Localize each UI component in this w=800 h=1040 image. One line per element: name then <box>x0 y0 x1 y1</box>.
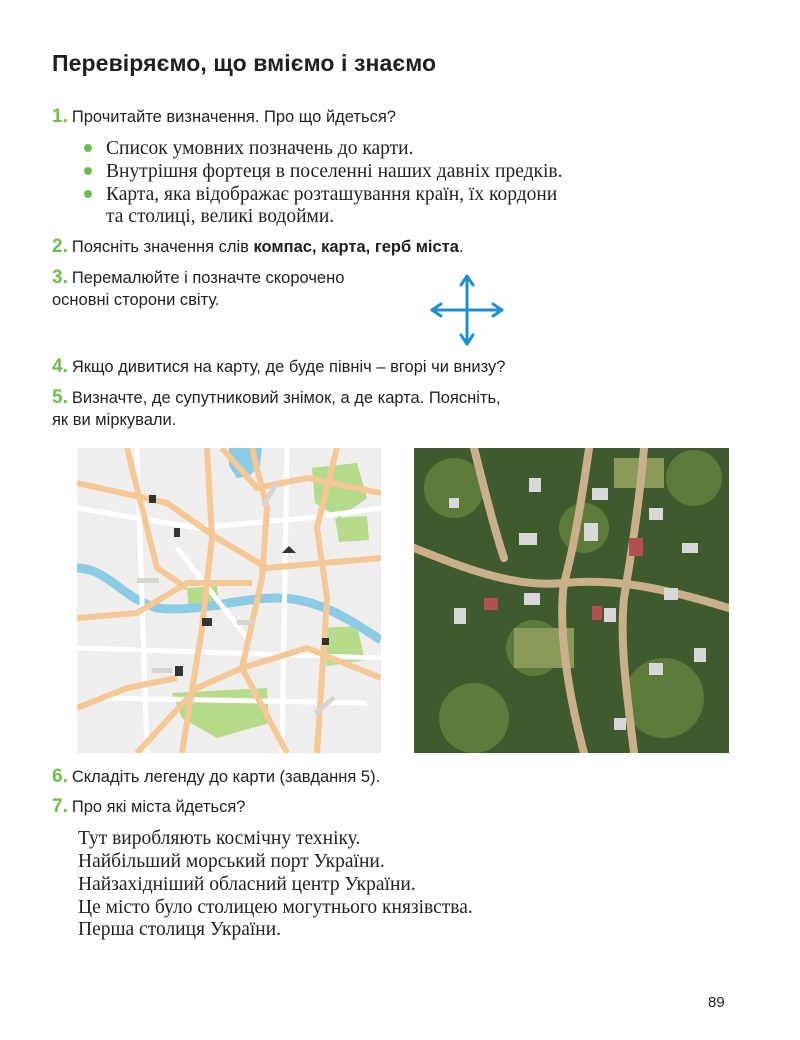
task-number: 5. <box>52 387 68 408</box>
task-number: 3. <box>52 267 68 288</box>
bullet-text: Карта, яка відображає розташування країн, їх кордони <box>106 184 558 205</box>
task-4 <box>52 356 505 378</box>
compass-arrows-icon <box>428 272 506 348</box>
city-clue: Тут виробляють космічну техніку. <box>78 828 361 849</box>
bullet-dot-icon <box>84 190 92 198</box>
task-text: Прочитайте визначення. Про що йдеться? <box>71 108 396 126</box>
bullet-item <box>84 184 557 206</box>
task-text: Якщо дивитися на карту, де буде північ – вгорі чи внизу? <box>71 358 506 376</box>
city-clue: Найбільший морський порт України. <box>78 851 385 872</box>
task-text: Визначте, де супутниковий знімок, а де карта. Поясніть, <box>71 389 501 407</box>
task-text-end: . <box>458 238 464 256</box>
task-number: 6. <box>52 766 68 787</box>
bullet-continuation: та столиці, великі водойми. <box>106 206 335 227</box>
satellite-image-illustration <box>414 448 729 753</box>
bullet-dot-icon <box>84 167 92 175</box>
task-number: 7. <box>52 796 68 817</box>
task-number: 2. <box>52 236 68 257</box>
bullet-item <box>84 161 563 183</box>
task-5-line-2: як ви міркували. <box>52 411 177 429</box>
task-text: Поясніть значення слів <box>71 238 254 256</box>
city-clue: Це місто було столицею могутнього князівства. <box>78 897 473 918</box>
task-7 <box>52 796 245 818</box>
task-6 <box>52 766 380 788</box>
task-1 <box>52 106 396 128</box>
city-map-illustration <box>77 448 381 753</box>
task-text: Про які міста йдеться? <box>71 798 246 816</box>
bullet-dot-icon <box>84 144 92 152</box>
city-clue: Найзахідніший обласний центр України. <box>78 874 416 895</box>
task-number: 1. <box>52 106 68 127</box>
task-bold-words: компас, карта, герб міста <box>253 238 459 256</box>
city-clue: Перша столиця України. <box>78 919 282 940</box>
bullet-text: Список умовних позначень до карти. <box>106 138 414 159</box>
page-title: Перевіряємо, що вміємо і знаємо <box>52 50 437 76</box>
bullet-item <box>84 138 414 160</box>
bullet-text: Внутрішня фортеця в поселенні наших давніх предків. <box>106 161 563 182</box>
task-number: 4. <box>52 356 68 377</box>
task-3 <box>52 267 344 289</box>
task-5 <box>52 387 501 409</box>
task-text: Перемалюйте і позначте скорочено <box>71 269 345 287</box>
page-number: 89 <box>708 994 725 1011</box>
task-3-line-2: основні сторони світу. <box>52 291 220 309</box>
task-2 <box>52 236 464 258</box>
task-text: Складіть легенду до карти (завдання 5). <box>71 768 381 786</box>
